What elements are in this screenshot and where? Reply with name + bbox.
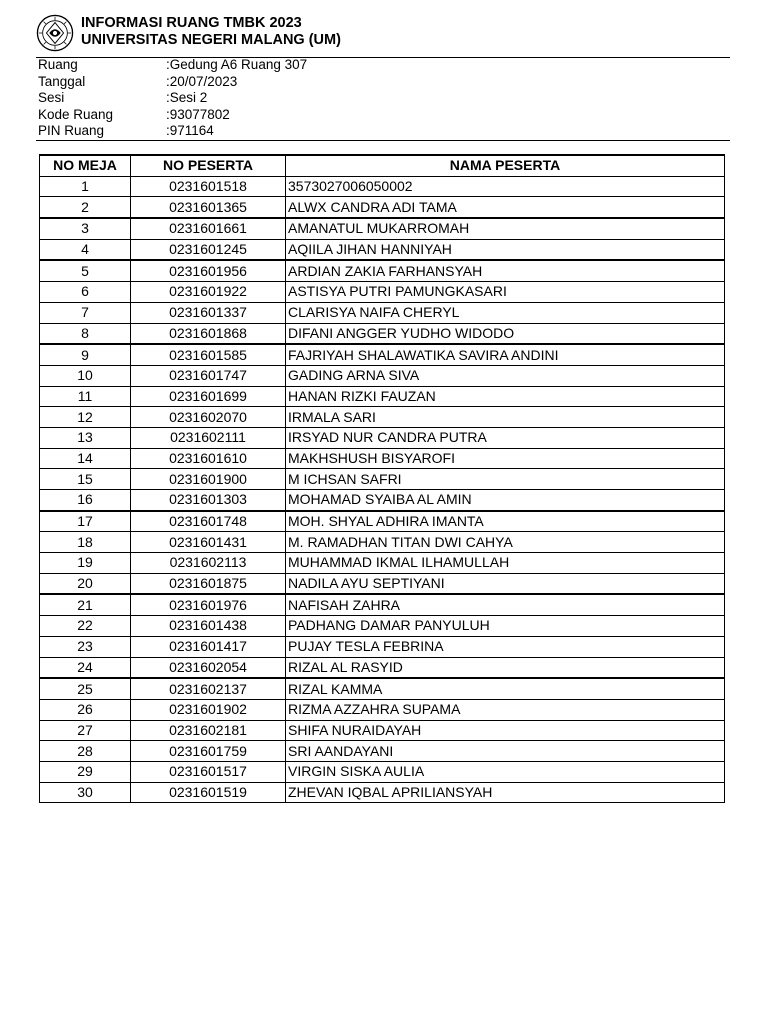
cell-no-peserta: 0231601519 — [131, 782, 286, 803]
table-row — [40, 741, 725, 762]
cell-nama-peserta: M. RAMADHAN TITAN DWI CAHYA — [286, 532, 725, 553]
table-row — [40, 239, 725, 260]
table-body — [40, 176, 725, 803]
table-row — [40, 218, 725, 239]
info-label: Ruang — [38, 57, 78, 72]
cell-no-peserta: 0231601417 — [131, 636, 286, 657]
cell-no-meja: 22 — [40, 616, 131, 637]
cell-no-meja: 6 — [40, 282, 131, 303]
cell-no-meja: 3 — [40, 218, 131, 239]
info-value: :Sesi 2 — [166, 90, 208, 106]
info-label: Sesi — [38, 90, 65, 106]
cell-nama-peserta: MOH. SHYAL ADHIRA IMANTA — [286, 511, 725, 532]
info-value: :971164 — [166, 123, 214, 139]
cell-no-peserta: 0231601518 — [131, 176, 286, 197]
cell-nama-peserta: M ICHSAN SAFRI — [286, 469, 725, 490]
cell-no-meja: 19 — [40, 553, 131, 574]
info-label: PIN Ruang — [38, 123, 105, 139]
cell-no-meja: 7 — [40, 302, 131, 323]
info-label: Kode Ruang — [38, 106, 114, 122]
cell-no-meja: 4 — [40, 239, 131, 260]
table-row — [40, 427, 725, 448]
info-value: :20/07/2023 — [166, 73, 238, 89]
table-row — [40, 282, 725, 303]
cell-no-peserta: 0231601748 — [131, 511, 286, 532]
table-row — [40, 573, 725, 594]
table-row — [40, 302, 725, 323]
table-row — [40, 720, 725, 741]
cell-no-meja: 13 — [40, 427, 131, 448]
cell-nama-peserta: MOHAMAD SYAIBA AL AMIN — [286, 490, 725, 511]
table-row — [40, 197, 725, 218]
column-header-no-peserta: NO PESERTA — [131, 155, 286, 176]
cell-no-peserta: 0231601868 — [131, 323, 286, 344]
cell-nama-peserta: IRSYAD NUR CANDRA PUTRA — [286, 427, 725, 448]
table-row — [40, 782, 725, 803]
cell-no-peserta: 0231602070 — [131, 407, 286, 428]
document-title: INFORMASI RUANG TMBK 2023 — [81, 15, 302, 31]
cell-nama-peserta: DIFANI ANGGER YUDHO WIDODO — [286, 323, 725, 344]
column-header-no-meja: NO MEJA — [40, 155, 131, 176]
table-row — [40, 344, 725, 365]
cell-no-meja: 20 — [40, 573, 131, 594]
cell-no-peserta: 0231601337 — [131, 302, 286, 323]
table-row — [40, 636, 725, 657]
participant-table — [39, 154, 725, 803]
cell-no-peserta: 0231601976 — [131, 594, 286, 615]
institution-name: UNIVERSITAS NEGERI MALANG (UM) — [81, 32, 341, 48]
header-divider — [36, 57, 730, 58]
cell-no-peserta: 0231601303 — [131, 490, 286, 511]
table-row — [40, 448, 725, 469]
table-row — [40, 260, 725, 281]
cell-no-peserta: 0231602111 — [131, 427, 286, 448]
university-seal-icon — [36, 14, 74, 52]
cell-nama-peserta: CLARISYA NAIFA CHERYL — [286, 302, 725, 323]
cell-no-peserta: 0231601747 — [131, 365, 286, 386]
table-row — [40, 176, 725, 197]
cell-no-meja: 30 — [40, 782, 131, 803]
info-value: :Gedung A6 Ruang 307 — [166, 57, 308, 72]
cell-no-peserta: 0231602054 — [131, 657, 286, 678]
cell-nama-peserta: IRMALA SARI — [286, 407, 725, 428]
cell-no-meja: 14 — [40, 448, 131, 469]
cell-nama-peserta: ARDIAN ZAKIA FARHANSYAH — [286, 260, 725, 281]
cell-no-peserta: 0231601245 — [131, 239, 286, 260]
table-row — [40, 678, 725, 699]
cell-no-peserta: 0231601922 — [131, 282, 286, 303]
cell-no-peserta: 0231601699 — [131, 386, 286, 407]
cell-nama-peserta: PADHANG DAMAR PANYULUH — [286, 616, 725, 637]
cell-no-peserta: 0231601900 — [131, 469, 286, 490]
table-row — [40, 532, 725, 553]
cell-nama-peserta: VIRGIN SISKA AULIA — [286, 761, 725, 782]
cell-nama-peserta: NAFISAH ZAHRA — [286, 594, 725, 615]
cell-nama-peserta: RIZAL AL RASYID — [286, 657, 725, 678]
cell-no-meja: 5 — [40, 260, 131, 281]
table-row — [40, 657, 725, 678]
cell-no-peserta: 0231601610 — [131, 448, 286, 469]
cell-nama-peserta: 3573027006050002 — [286, 176, 725, 197]
info-value: :93077802 — [166, 106, 230, 122]
cell-no-peserta: 0231602181 — [131, 720, 286, 741]
cell-nama-peserta: AMANATUL MUKARROMAH — [286, 218, 725, 239]
cell-no-peserta: 0231601661 — [131, 218, 286, 239]
cell-no-peserta: 0231601585 — [131, 344, 286, 365]
cell-nama-peserta: HANAN RIZKI FAUZAN — [286, 386, 725, 407]
cell-nama-peserta: ALWX CANDRA ADI TAMA — [286, 197, 725, 218]
cell-nama-peserta: NADILA AYU SEPTIYANI — [286, 573, 725, 594]
cell-no-meja: 24 — [40, 657, 131, 678]
cell-no-peserta: 0231601759 — [131, 741, 286, 762]
table-header-row — [40, 155, 725, 176]
cell-no-meja: 1 — [40, 176, 131, 197]
cell-no-meja: 17 — [40, 511, 131, 532]
table-row — [40, 469, 725, 490]
table-row — [40, 553, 725, 574]
cell-nama-peserta: SRI AANDAYANI — [286, 741, 725, 762]
table-row — [40, 365, 725, 386]
cell-no-peserta: 0231602137 — [131, 678, 286, 699]
cell-nama-peserta: ASTISYA PUTRI PAMUNGKASARI — [286, 282, 725, 303]
table-row — [40, 511, 725, 532]
table-row — [40, 386, 725, 407]
cell-no-peserta: 0231601431 — [131, 532, 286, 553]
cell-nama-peserta: MAKHSHUSH BISYAROFI — [286, 448, 725, 469]
cell-nama-peserta: RIZAL KAMMA — [286, 678, 725, 699]
table-row — [40, 323, 725, 344]
table-row — [40, 761, 725, 782]
cell-no-meja: 23 — [40, 636, 131, 657]
cell-no-meja: 2 — [40, 197, 131, 218]
cell-no-peserta: 0231601902 — [131, 699, 286, 720]
cell-nama-peserta: PUJAY TESLA FEBRINA — [286, 636, 725, 657]
cell-nama-peserta: RIZMA AZZAHRA SUPAMA — [286, 699, 725, 720]
cell-no-meja: 25 — [40, 678, 131, 699]
cell-no-meja: 29 — [40, 761, 131, 782]
cell-no-meja: 28 — [40, 741, 131, 762]
column-header-nama-peserta: NAMA PESERTA — [286, 155, 725, 176]
cell-no-peserta: 0231601956 — [131, 260, 286, 281]
cell-no-peserta: 0231601517 — [131, 761, 286, 782]
cell-nama-peserta: FAJRIYAH SHALAWATIKA SAVIRA ANDINI — [286, 344, 725, 365]
cell-no-meja: 15 — [40, 469, 131, 490]
table-row — [40, 616, 725, 637]
cell-no-meja: 11 — [40, 386, 131, 407]
cell-no-peserta: 0231602113 — [131, 553, 286, 574]
cell-nama-peserta: GADING ARNA SIVA — [286, 365, 725, 386]
cell-no-peserta: 0231601438 — [131, 616, 286, 637]
cell-no-peserta: 0231601875 — [131, 573, 286, 594]
cell-no-meja: 10 — [40, 365, 131, 386]
cell-no-meja: 12 — [40, 407, 131, 428]
cell-no-meja: 27 — [40, 720, 131, 741]
document-header — [36, 12, 730, 58]
cell-no-meja: 16 — [40, 490, 131, 511]
table-row — [40, 490, 725, 511]
cell-nama-peserta: AQIILA JIHAN HANNIYAH — [286, 239, 725, 260]
cell-no-meja: 26 — [40, 699, 131, 720]
info-divider — [36, 140, 730, 141]
table-row — [40, 699, 725, 720]
cell-no-meja: 21 — [40, 594, 131, 615]
info-label: Tanggal — [38, 73, 86, 89]
table-row — [40, 594, 725, 615]
cell-nama-peserta: MUHAMMAD IKMAL ILHAMULLAH — [286, 553, 725, 574]
cell-nama-peserta: ZHEVAN IQBAL APRILIANSYAH — [286, 782, 725, 803]
cell-no-meja: 9 — [40, 344, 131, 365]
cell-no-meja: 18 — [40, 532, 131, 553]
table-row — [40, 407, 725, 428]
cell-nama-peserta: SHIFA NURAIDAYAH — [286, 720, 725, 741]
cell-no-peserta: 0231601365 — [131, 197, 286, 218]
cell-no-meja: 8 — [40, 323, 131, 344]
